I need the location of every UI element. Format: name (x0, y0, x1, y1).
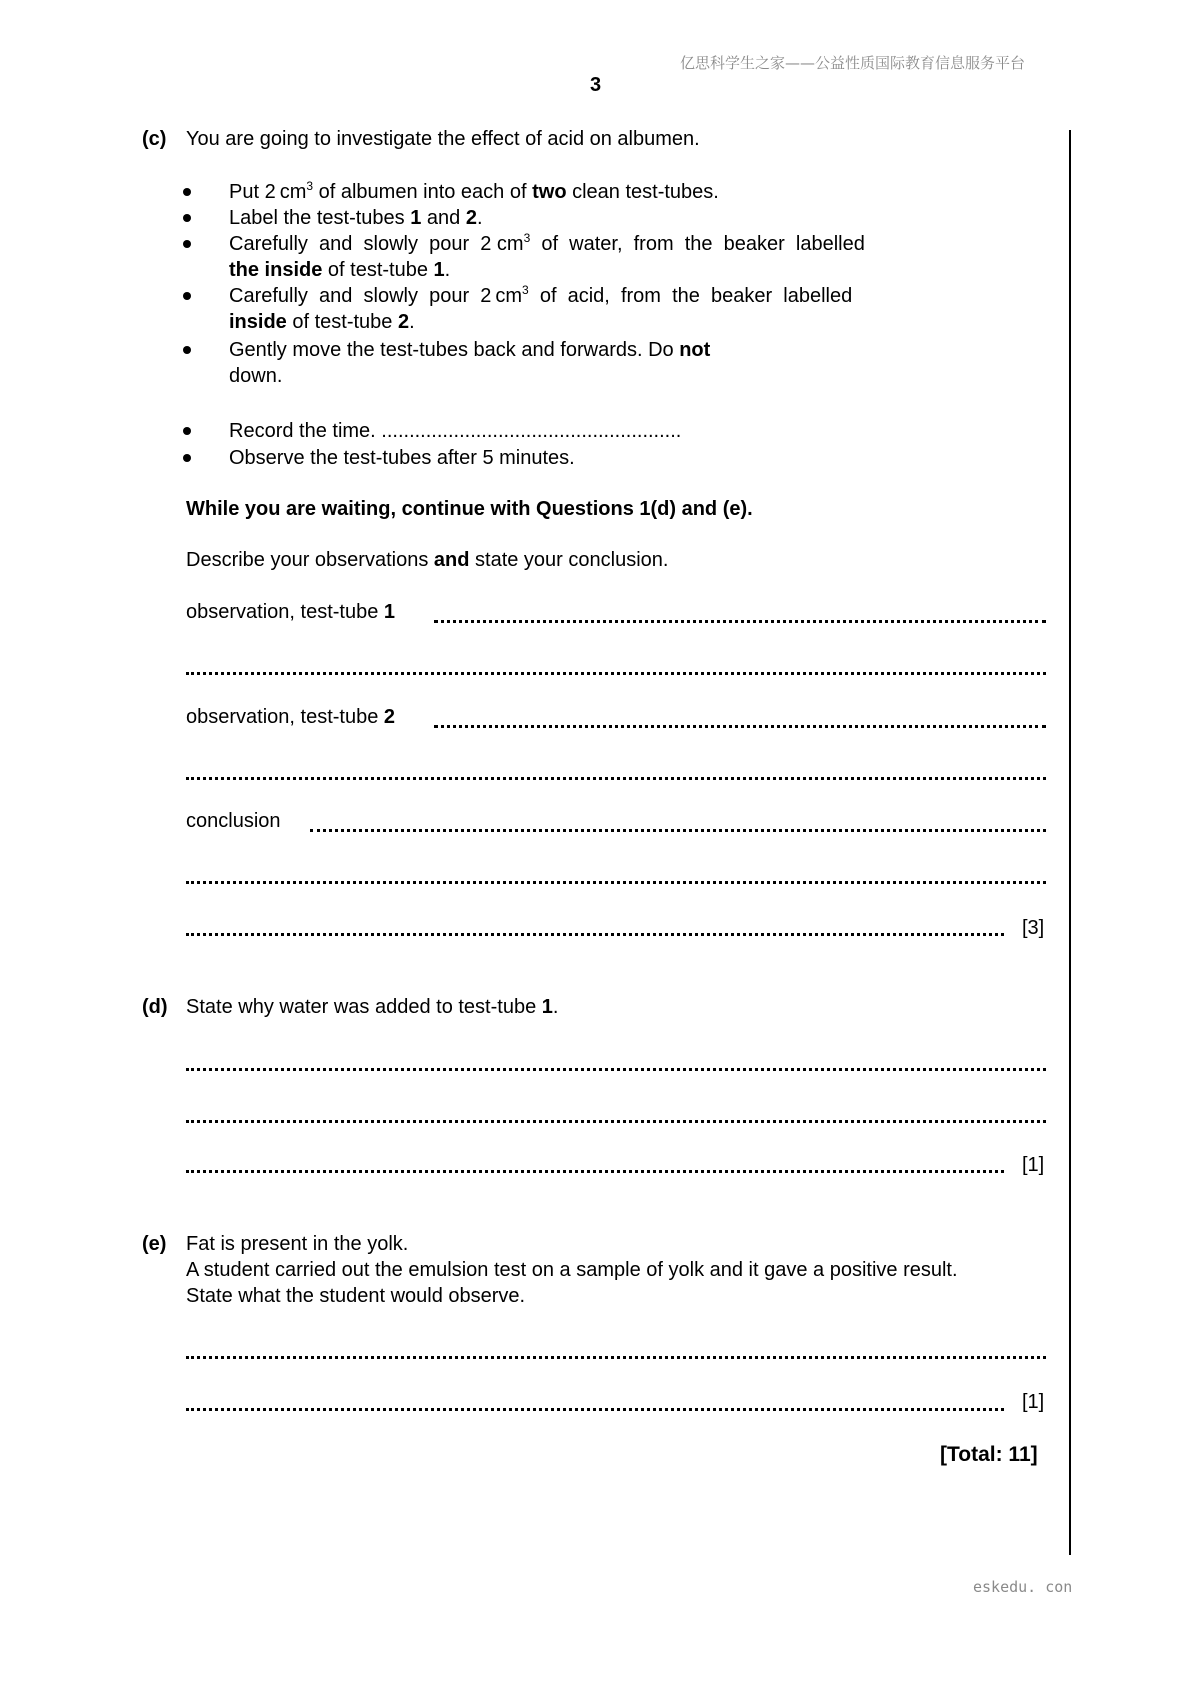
bullet-dot (183, 346, 191, 354)
bullet-dot (183, 454, 191, 462)
part-c-intro: You are going to investigate the effect of acid on albumen. (186, 128, 700, 150)
part-e-line-3: State what the student would observe. (186, 1285, 526, 1307)
bullet-3-text-line2: the inside of test-tube 1. (229, 259, 451, 281)
part-e-label: (e) (142, 1233, 167, 1255)
answer-line[interactable] (310, 829, 1046, 832)
observation-2-label: observation, test-tube 2 (186, 706, 396, 728)
bullet-4-text-line2: inside of test-tube 2. (229, 311, 415, 333)
answer-line[interactable] (186, 933, 1004, 936)
answer-line[interactable] (434, 620, 1046, 623)
bullet-5-text-line2: down. (229, 365, 283, 387)
instruction-text: Describe your observations and state your conclusion. (186, 549, 669, 571)
answer-line[interactable] (186, 1408, 1004, 1411)
bullet-7-text: Observe the test-tubes after 5 minutes. (229, 447, 575, 469)
answer-line[interactable] (434, 725, 1046, 728)
bullet-dot (183, 427, 191, 435)
answer-line[interactable] (186, 777, 1046, 780)
bullet-5-text: Gently move the test-tubes back and forwards. Do not (229, 339, 711, 361)
part-e-line-1: Fat is present in the yolk. (186, 1233, 409, 1255)
marks-c: [3] (1022, 917, 1045, 939)
part-e-line-2: A student carried out the emulsion test on a sample of yolk and it gave a positive result. (186, 1259, 958, 1281)
marks-d: [1] (1022, 1154, 1045, 1176)
total-marks: [Total: 11] (940, 1443, 1038, 1466)
conclusion-label: conclusion (186, 810, 281, 832)
page-number: 3 (590, 74, 602, 96)
answer-line[interactable] (186, 1356, 1046, 1359)
bullet-2-text: Label the test-tubes 1 and 2. (229, 207, 483, 229)
bullet-6-text: Record the time. ...................................................... (229, 420, 682, 442)
bullet-dot (183, 292, 191, 300)
part-d-question: State why water was added to test-tube 1. (186, 996, 559, 1018)
bullet-1-text: Put 2 $cm^3$ of albumen into each of two clean test-tubes. (229, 179, 719, 203)
answer-line[interactable] (186, 881, 1046, 884)
waiting-note: While you are waiting, continue with Questions 1(d) and (e). (186, 498, 753, 520)
bullet-dot (183, 214, 191, 222)
bullet-3-text: Carefully and slowly pour 2 $cm^3$ of water, from the beaker labelled (229, 231, 865, 255)
margin-rule (1069, 130, 1071, 1555)
answer-line[interactable] (186, 672, 1046, 675)
footer-watermark: eskedu. con (973, 1578, 1073, 1596)
part-d-label: (d) (142, 996, 168, 1018)
answer-line[interactable] (186, 1120, 1046, 1123)
part-c-label: (c) (142, 128, 167, 150)
bullet-dot (183, 240, 191, 248)
answer-line[interactable] (186, 1170, 1004, 1173)
marks-e: [1] (1022, 1391, 1045, 1413)
observation-1-label: observation, test-tube 1 (186, 601, 396, 623)
answer-line[interactable] (186, 1068, 1046, 1071)
header-watermark: 亿思科学生之家——公益性质国际教育信息服务平台 (680, 54, 1026, 72)
bullet-dot (183, 188, 191, 196)
bullet-4-text: Carefully and slowly pour 2 $cm^3$ of acid, from the beaker labelled (229, 283, 853, 307)
